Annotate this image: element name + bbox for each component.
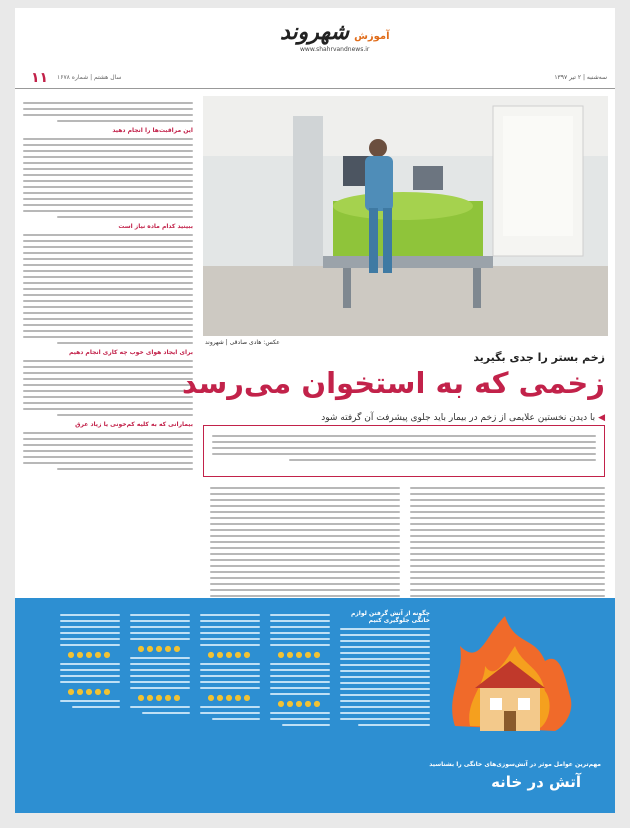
hospital-room-illustration: [203, 96, 608, 336]
tip-divider-dots: ●●●●●: [137, 693, 183, 702]
subhead-4: بیمارانی که به کلیه کم‌خونی یا زیاد عرق: [75, 421, 193, 428]
fire-tips-column-2: [200, 610, 260, 799]
subhead-2: ببینید کدام ماده نیاز است: [118, 223, 193, 230]
burning-house-illustration: [435, 606, 585, 756]
tip-divider-dots: ●●●●●: [67, 687, 113, 696]
brand-small: آموزش: [354, 31, 390, 42]
issue-date: سه‌شنبه | ۲ تیر ۱۳۹۷: [554, 74, 607, 81]
newspaper-page: [15, 8, 615, 813]
fire-tips-intro: [340, 610, 430, 799]
tip-divider-dots: ●●●●●: [207, 693, 253, 702]
fire-safety-box: [15, 598, 615, 813]
subhead-3: برای ایجاد هوای خوب چه کاری انجام دهیم: [68, 349, 193, 356]
issue-number: سال هشتم | شماره ۱۶۷۸: [57, 74, 122, 81]
left-text-column: [23, 98, 193, 474]
tip-divider-dots: ●●●●●: [207, 650, 253, 659]
folio-bar: [15, 70, 615, 88]
hospital-photo: [203, 96, 608, 336]
fire-box-title: آتش در خانه: [491, 773, 581, 791]
lead-text: با دیدن نخستین علایمی از زخم در بیمار باید جلوی پیشرفت آن گرفته شود: [321, 413, 596, 423]
fire-tips-heading: چگونه از آتش گرفتن لوازم خانگی جلوگیری کنیم: [350, 610, 430, 624]
tip-divider-dots: ●●●●●: [67, 650, 113, 659]
fire-tips-column-4: [60, 610, 120, 799]
brand-logo: [280, 20, 390, 45]
tip-divider-dots: ●●●●●: [277, 699, 323, 708]
masthead-rule: [15, 88, 615, 89]
supra-title: زخم بستر را جدی بگیرید: [473, 351, 605, 364]
tip-divider-dots: ●●●●●: [277, 650, 323, 659]
fire-box-subtitle: مهم‌ترین عوامل موثر در آتش‌سوزی‌های خانگی را بشناسید: [429, 761, 601, 768]
headline: زخمی که به استخوان می‌رسد: [181, 366, 605, 400]
fire-tips-column-3: [130, 610, 190, 799]
intro-box: [203, 425, 605, 477]
body-column-1: [410, 483, 605, 607]
website-url: www.shahrvandnews.ir: [300, 46, 370, 53]
lead-line: [321, 413, 605, 423]
page-number: ۱۱: [31, 70, 49, 86]
photo-caption: عکس: هادی صادقی | شهروند: [205, 339, 280, 346]
fire-tips-column-1: [270, 610, 330, 799]
lead-marker-icon: ◀: [598, 413, 605, 423]
body-column-2: [210, 483, 400, 607]
masthead: [15, 8, 615, 86]
subhead-1: این مراقبت‌ها را انجام دهید: [112, 127, 193, 134]
brand-big: شهروند: [280, 20, 350, 45]
tip-divider-dots: ●●●●●: [137, 644, 183, 653]
